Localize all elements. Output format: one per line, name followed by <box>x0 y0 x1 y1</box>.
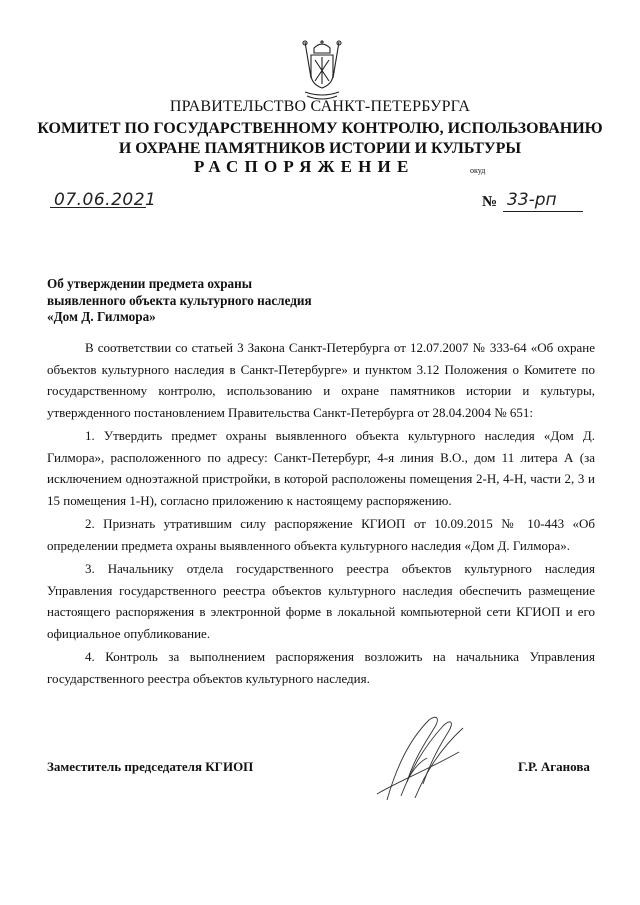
item-1-paragraph: 1. Утвердить предмет охраны выявленного объекта культурного наследия «Дом Д. Гилмора», расположенного по адресу: Санкт-Петербург, 4-я линия В.О., дом 11 литера А (за исключением одноэтажной пристройки, в которой расположены помещения 2-Н, 4-Н, части 2, 3 и 15 помещения 1-Н), согласно приложению к настоящему распоряжению. <box>47 428 595 508</box>
subject-line1: Об утверждении предмета охраны <box>47 276 253 291</box>
committee-title <box>0 119 640 159</box>
document-body <box>47 337 595 691</box>
committee-title-line2: И ОХРАНЕ ПАМЯТНИКОВ ИСТОРИИ И КУЛЬТУРЫ <box>118 140 522 157</box>
document-subject <box>47 276 312 326</box>
number-underline <box>503 211 583 212</box>
item-2-paragraph: 2. Признать утратившим силу распоряжение КГИОП от 10.09.2015 № 10-443 «Об определении предмета охраны выявленного объекта культурного наследия «Дом Д. Гилмора». <box>47 516 595 553</box>
subject-line2: выявленного объекта культурного наследия <box>47 292 312 308</box>
signatory-role: Заместитель председателя КГИОП <box>47 759 254 774</box>
handwritten-signature <box>367 712 487 802</box>
signatory-name: Г.Р. Аганова <box>518 759 590 774</box>
coat-of-arms-icon <box>297 38 347 102</box>
preamble-paragraph: В соответствии со статьей 3 Закона Санкт-Петербурга от 12.07.2007 № 333-64 «Об охране объектов культурного наследия в Санкт-Петербурге» и пунктом 3.12 Положения о Комитете по государственному контролю, использованию и охране памятников истории и культуры, утвержденного постановлением Правительства Санкт-Петербурга от 28.04.2004 № 651: <box>47 340 595 420</box>
government-title: ПРАВИТЕЛЬСТВО САНКТ-ПЕТЕРБУРГА <box>169 98 471 115</box>
document-number: 33-рп <box>507 190 557 210</box>
document-type: РАСПОРЯЖЕНИЕ <box>194 157 415 176</box>
committee-title-line1: КОМИТЕТ ПО ГОСУДАРСТВЕННОМУ КОНТРОЛЮ, ИСПОЛЬЗОВАНИЮ <box>37 120 603 137</box>
item-3-paragraph: 3. Начальнику отдела государственного реестра объектов культурного наследия Управления государственного реестра объектов культурного наследия обеспечить размещение настоящего распоряжения в электронной форме в локальной компьютерной сети КГИОП и его официальное опубликование. <box>47 561 595 641</box>
number-label: № <box>482 194 498 210</box>
date-underline <box>50 207 146 208</box>
okud-label: окуд <box>470 166 486 175</box>
subject-line3: «Дом Д. Гилмора» <box>47 309 156 324</box>
item-4-paragraph: 4. Контроль за выполнением распоряжения возложить на начальника Управления государственного реестра объектов культурного наследия. <box>47 649 595 686</box>
document-date: 07.06.2021 <box>54 190 157 210</box>
